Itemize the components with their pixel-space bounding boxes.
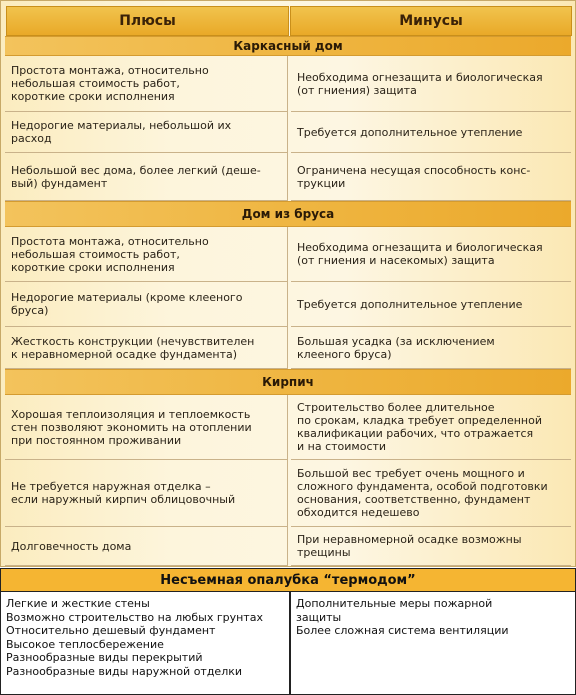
cell-text-line: Ограничена несущая способность конс- xyxy=(297,163,531,177)
cell-text-line: Недорогие материалы, небольшой их xyxy=(11,119,232,132)
cell-text-line: Простота монтажа, относительно xyxy=(11,64,209,77)
pros-cell xyxy=(5,282,288,327)
cell-text-line: Простота монтажа, относительно xyxy=(11,234,209,248)
cell-text-line: (от гниения и насекомых) защита xyxy=(297,254,495,267)
cell-text-line: Жесткость конструкции (нечувствителен xyxy=(11,334,255,348)
pros-cell xyxy=(5,227,288,282)
cell-text-line: Недорогие материалы (кроме клееного xyxy=(11,291,243,304)
cell-text-line: небольшая стоимость работ, xyxy=(11,77,180,90)
pros-cell xyxy=(5,327,288,369)
cell-text-line: сложного фундамента, особой подготовки xyxy=(297,480,548,493)
section-title: Кирпич xyxy=(262,375,314,389)
pros-cell xyxy=(5,112,288,153)
footer-cons-item: Дополнительные меры пожарной xyxy=(296,597,493,610)
cell-text-line: расход xyxy=(11,132,52,145)
cell-text-line: Долговечность дома xyxy=(11,539,132,553)
footer-pros-item: Легкие и жесткие стены xyxy=(6,597,150,610)
section-header xyxy=(5,201,571,227)
cell-text-line: Необходима огнезащита и биологическая xyxy=(297,241,543,254)
footer-cons-item: защиты xyxy=(296,610,342,624)
cell-text-line: клееного бруса) xyxy=(297,347,392,361)
cell-text-line: При неравномерной осадке возможны xyxy=(297,533,522,546)
cell-text-line: Большой вес требует очень мощного и xyxy=(297,467,525,480)
cell-text-line: бруса) xyxy=(11,304,49,317)
cell-text-line: при постоянном проживании xyxy=(11,433,182,447)
cell-text-line: Небольшой вес дома, более легкий (деше- xyxy=(11,163,261,177)
cell-text-line: обходится недешево xyxy=(297,506,420,519)
cons-cell xyxy=(291,327,571,369)
footer-pros xyxy=(0,592,290,695)
cons-cell xyxy=(291,282,571,327)
section-header xyxy=(5,36,571,56)
footer-title xyxy=(0,568,576,592)
cons-cell xyxy=(291,395,571,460)
pros-cell xyxy=(5,527,288,566)
cons-cell xyxy=(291,527,571,566)
cell-text-line: небольшая стоимость работ, xyxy=(11,247,180,261)
pros-cell xyxy=(5,395,288,460)
section-header xyxy=(5,369,571,395)
cell-text-line: квалификации рабочих, что отражается xyxy=(297,427,534,440)
footer-cons xyxy=(290,592,576,695)
footer-pros-item: Высокое теплосбережение xyxy=(6,637,164,651)
cell-text-line: и на стоимости xyxy=(297,440,387,453)
cell-text-line: короткие сроки исполнения xyxy=(11,260,175,274)
cell-text-line: к неравномерной осадке фундамента) xyxy=(11,347,238,361)
cell-text-line: трукции xyxy=(297,176,346,190)
footer-pros-item: Относительно дешевый фундамент xyxy=(6,624,216,637)
cell-text-line: стен позволяют экономить на отоплении xyxy=(11,420,252,434)
section-title: Дом из бруса xyxy=(241,207,335,221)
cell-text-line: Хорошая теплоизоляция и теплоемкость xyxy=(11,407,251,421)
cell-text-line: Требуется дополнительное утепление xyxy=(297,125,523,139)
cell-text-line: трещины xyxy=(297,546,351,559)
cons-column-header xyxy=(290,6,572,36)
cell-text-line: основания, соответственно, фундамент xyxy=(297,493,531,506)
section-title: Каркасный дом xyxy=(233,39,343,53)
cell-text-line: Не требуется наружная отделка – xyxy=(11,480,211,493)
pros-cell xyxy=(5,460,288,527)
footer-title-label: Несъемная опалубка “термодом” xyxy=(160,572,416,588)
cell-text-line: вый) фундамент xyxy=(11,176,108,190)
pros-cell xyxy=(5,56,288,112)
cons-cell xyxy=(291,460,571,527)
cell-text-line: Строительство более длительное xyxy=(297,401,495,414)
cons-header-label: Минусы xyxy=(399,13,463,29)
cell-text-line: Необходима огнезащита и биологическая xyxy=(297,70,543,84)
footer-cons-item: Более сложная система вентиляции xyxy=(296,624,509,637)
cons-cell xyxy=(291,227,571,282)
cell-text-line: по срокам, кладка требует определенной xyxy=(297,414,542,427)
cons-cell xyxy=(291,153,571,201)
cell-text-line: если наружный кирпич облицовочный xyxy=(11,493,236,506)
footer-pros-item: Разнообразные виды перекрытий xyxy=(6,651,203,664)
cell-text-line: Требуется дополнительное утепление xyxy=(297,297,523,311)
pros-column-header xyxy=(6,6,289,36)
pros-header-label: Плюсы xyxy=(119,13,176,29)
footer-pros-item: Разнообразные виды наружной отделки xyxy=(6,664,243,678)
cell-text-line: короткие сроки исполнения xyxy=(11,90,175,103)
cons-cell xyxy=(291,56,571,112)
cons-cell xyxy=(291,112,571,153)
cell-text-line: Большая усадка (за исключением xyxy=(297,334,495,348)
footer-pros-item: Возможно строительство на любых грунтах xyxy=(6,610,263,624)
cell-text-line: (от гниения) защита xyxy=(297,83,417,97)
pros-cell xyxy=(5,153,288,201)
